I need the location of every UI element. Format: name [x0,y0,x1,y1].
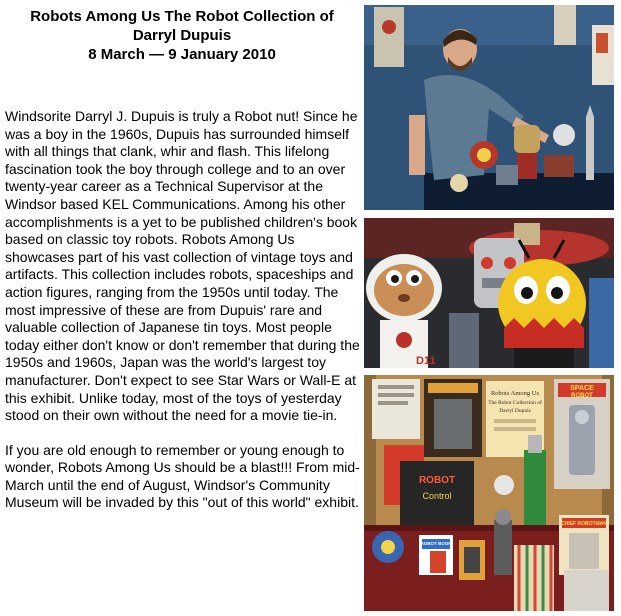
poster-name-text: Darryl Dupuis [499,408,531,414]
book-cover-text: ROBOT BOOK [420,541,452,546]
box-space-text: SPACE [570,385,594,392]
title-line-2: Darryl Dupuis [132,27,232,44]
exhibit-dates: 8 March — 9 January 2010 [88,46,276,63]
article-paragraph-2: If you are old enough to remember or young enough to wonder, Robots Among Us should be a blast!!! From mid-March until the end of August, Windsor's Community Museum will be invaded by this "out of this world" exhibit. [5,441,360,511]
photo-tin-robots-closeup [364,218,614,368]
title-line-1: Robots Among Us The Robot Collection of [30,8,334,25]
box-robot-text: ROBOT [571,393,593,399]
article-paragraph-1: Windsorite Darryl J. Dupuis is truly a Robot nut! Since he was a boy in the 1960s, Dupuis has surrounded himself with all things that clank, whir and flash. This lifelong fascination took the boy through college and to an over twenty-year career as a Technical Supervisor at the Windsor based KEL Communications. Among his other accomplishments is a yet to be published children's book based on classic toy robots. Robots Among Us showcases part of his vast collection of vintage toys and artifacts. This collection includes robots, spaceships and action figures, ranging from the 1950s until today. The most impressive of these are from Dupuis' rare and valuable collection of Japanese tin toys. Most people today either don't know or don't remember that during the 1950s and 1960s, Japan was the world's largest toy manufacturer. Don't expect to see Star Wars or Wall-E at this exhibit. Unlike today, most of the toys of yesterday stood on their own without the need for a movie tie-in. [5,108,360,424]
photo-collector-with-robots [364,5,614,210]
poster-subtitle-text: The Robot Collection of [488,400,542,406]
toy-label-text: D11 [416,355,436,367]
photo-display-case [364,375,614,611]
box-chief-text: CHIEF ROBOTMAN [561,521,607,527]
page-header [0,7,364,64]
sign-robot-text: ROBOT [418,475,456,486]
poster-title-text: Robots Among Us [490,390,540,397]
sign-control-text: Control [422,491,452,501]
article-body [5,108,365,512]
